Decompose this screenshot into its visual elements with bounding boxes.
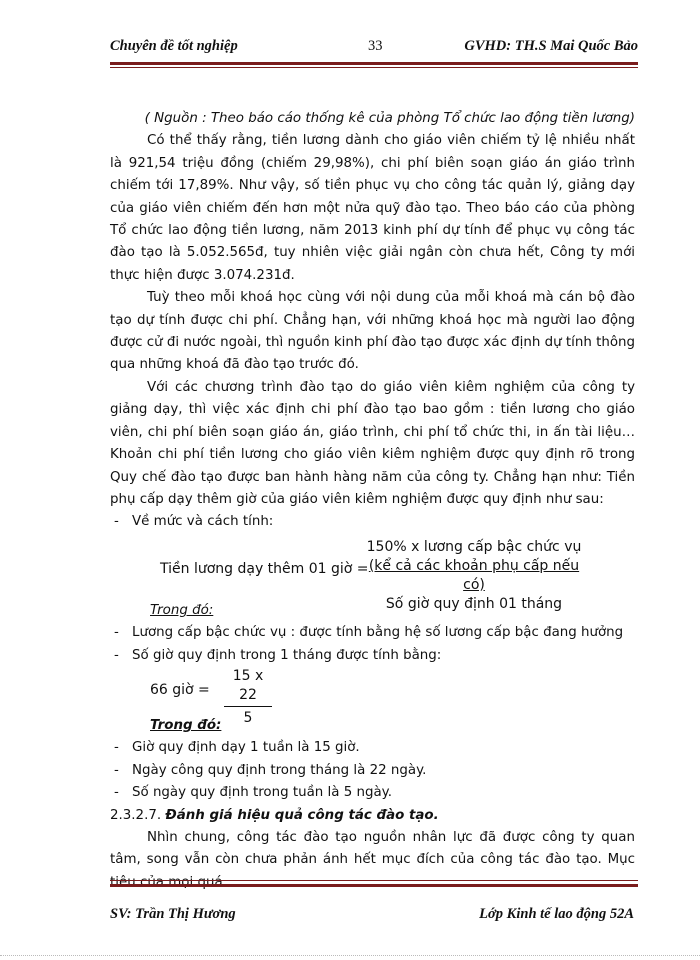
list-item-text: Số ngày quy định trong tuần là 5 ngày. <box>132 785 392 801</box>
list-item-text: Giờ quy định dạy 1 tuần là 15 giờ. <box>132 740 360 756</box>
paragraph-2: Tuỳ theo mỗi khoá học cùng với nội dung của mỗi khoá mà cán bộ đào tạo dự tính được chi phí. Chẳng hạn, với những khoá học mà người lao động được cử đi nước ngoài, thì nguồn kinh phí đào tạo được xác định dự tính thông qua những khoá đã đào tạo trước đó. <box>110 290 635 373</box>
list-item <box>110 760 635 782</box>
page-boundary-dotted <box>0 955 700 956</box>
section-heading <box>110 805 635 827</box>
list-item-text: Ngày công quy định trong tháng là 22 ngày. <box>132 762 427 778</box>
header-rule-thick <box>110 62 638 65</box>
dash-mark: - <box>114 647 119 663</box>
paragraph-3: Với các chương trình đào tạo do giáo viên kiêm nghiệm của công ty giảng dạy, thì việc xác định chi phí đào tạo bao gồm : tiền lương cho giáo viên, chi phí biên soạn giáo án, giáo trình, chi phí tổ chức thi, in ấn tài liệu… Khoản chi phí tiền lương cho giáo viên kiêm nghiệm được quy định rõ trong Quy chế đào tạo được ban hành hàng năm của công ty. Chẳng hạn như: Tiền phụ cấp dạy thêm giờ của giáo viên kiêm nghiệm được quy định như sau: <box>110 379 635 507</box>
page-number: 33 <box>368 38 383 54</box>
formula-numerator-line2: (kể cả các khoản phụ cấp nếu có) <box>368 557 580 593</box>
page-body <box>110 108 635 894</box>
section-number: 2.3.2.7. <box>110 807 162 823</box>
formula-fraction <box>356 538 592 614</box>
footer-rule-thin <box>110 880 638 881</box>
formula2-numerator: 15 x 22 <box>232 667 264 703</box>
where-label-1: Trong đó: <box>150 602 214 618</box>
header-advisor: GVHD: TH.S Mai Quốc Bảo <box>464 38 638 54</box>
list-item-text: Số giờ quy định trong 1 tháng được tính bằng: <box>132 647 442 663</box>
footer-class: Lớp Kinh tế lao động 52A <box>479 906 634 922</box>
header-doc-type: Chuyên đề tốt nghiệp <box>110 38 238 54</box>
formula-denominator: Số giờ quy định 01 tháng <box>385 595 563 612</box>
where-label-2: Trong đó: <box>150 717 222 733</box>
bullet-rate <box>110 511 635 533</box>
list-item <box>110 737 635 759</box>
dash-mark: - <box>114 762 119 778</box>
dash-mark: - <box>114 625 119 641</box>
formula-lhs: Tiền lương dạy thêm 01 giờ = <box>160 560 369 577</box>
formula2-fraction <box>224 667 272 728</box>
footer-student: SV: Trần Thị Hương <box>110 906 236 922</box>
list-item <box>110 645 635 667</box>
list-item <box>110 782 635 804</box>
list-item-text: Lương cấp bậc chức vụ : được tính bằng hệ số lương cấp bậc đang hưởng <box>132 625 624 641</box>
section-title: Đánh giá hiệu quả công tác đào tạo. <box>165 807 439 823</box>
list-item <box>110 622 635 644</box>
formula2-lhs: 66 giờ = <box>150 681 210 698</box>
paragraph-1: Có thể thấy rằng, tiền lương dành cho giáo viên chiếm tỷ lệ nhiều nhất là 921,54 triệu đồng (chiếm 29,98%), chi phí biên soạn giáo án giáo trình chiếm tới 17,89%. Như vậy, số tiền phục vụ cho công tác quản lý, giảng dạy của giáo viên chiếm đến hơn một nửa quỹ đào tạo. Theo báo cáo của phòng Tổ chức lao động tiền lương, năm 2013 kinh phí dự tính để phục vụ công tác đào tạo là 5.052.565đ, tuy nhiên việc giải ngân còn chưa hết, Công ty mới thực hiện được 3.074.231đ. <box>110 133 635 283</box>
fraction-bar <box>224 706 272 707</box>
dash-mark: - <box>114 785 119 801</box>
dash-mark: - <box>114 514 119 530</box>
page-footer <box>110 906 638 926</box>
bullet-rate-text: Về mức và cách tính: <box>132 514 274 530</box>
formula2-denominator: 5 <box>243 709 253 726</box>
header-rule-thin <box>110 67 638 68</box>
footer-rule-thick <box>110 884 638 887</box>
dash-mark: - <box>114 740 119 756</box>
paragraph-4: Nhìn chung, công tác đào tạo nguồn nhân lực đã được công ty quan tâm, song vẫn còn chưa phản ánh hết mục đích của công tác đào tạo. Mục tiêu của mọi quá <box>110 829 635 890</box>
page-header <box>110 38 638 58</box>
formula-numerator-line1: 150% x lương cấp bậc chức vụ <box>366 538 582 555</box>
source-note: ( Nguồn : Theo báo cáo thống kê của phòng Tổ chức lao động tiền lương) <box>144 111 635 126</box>
